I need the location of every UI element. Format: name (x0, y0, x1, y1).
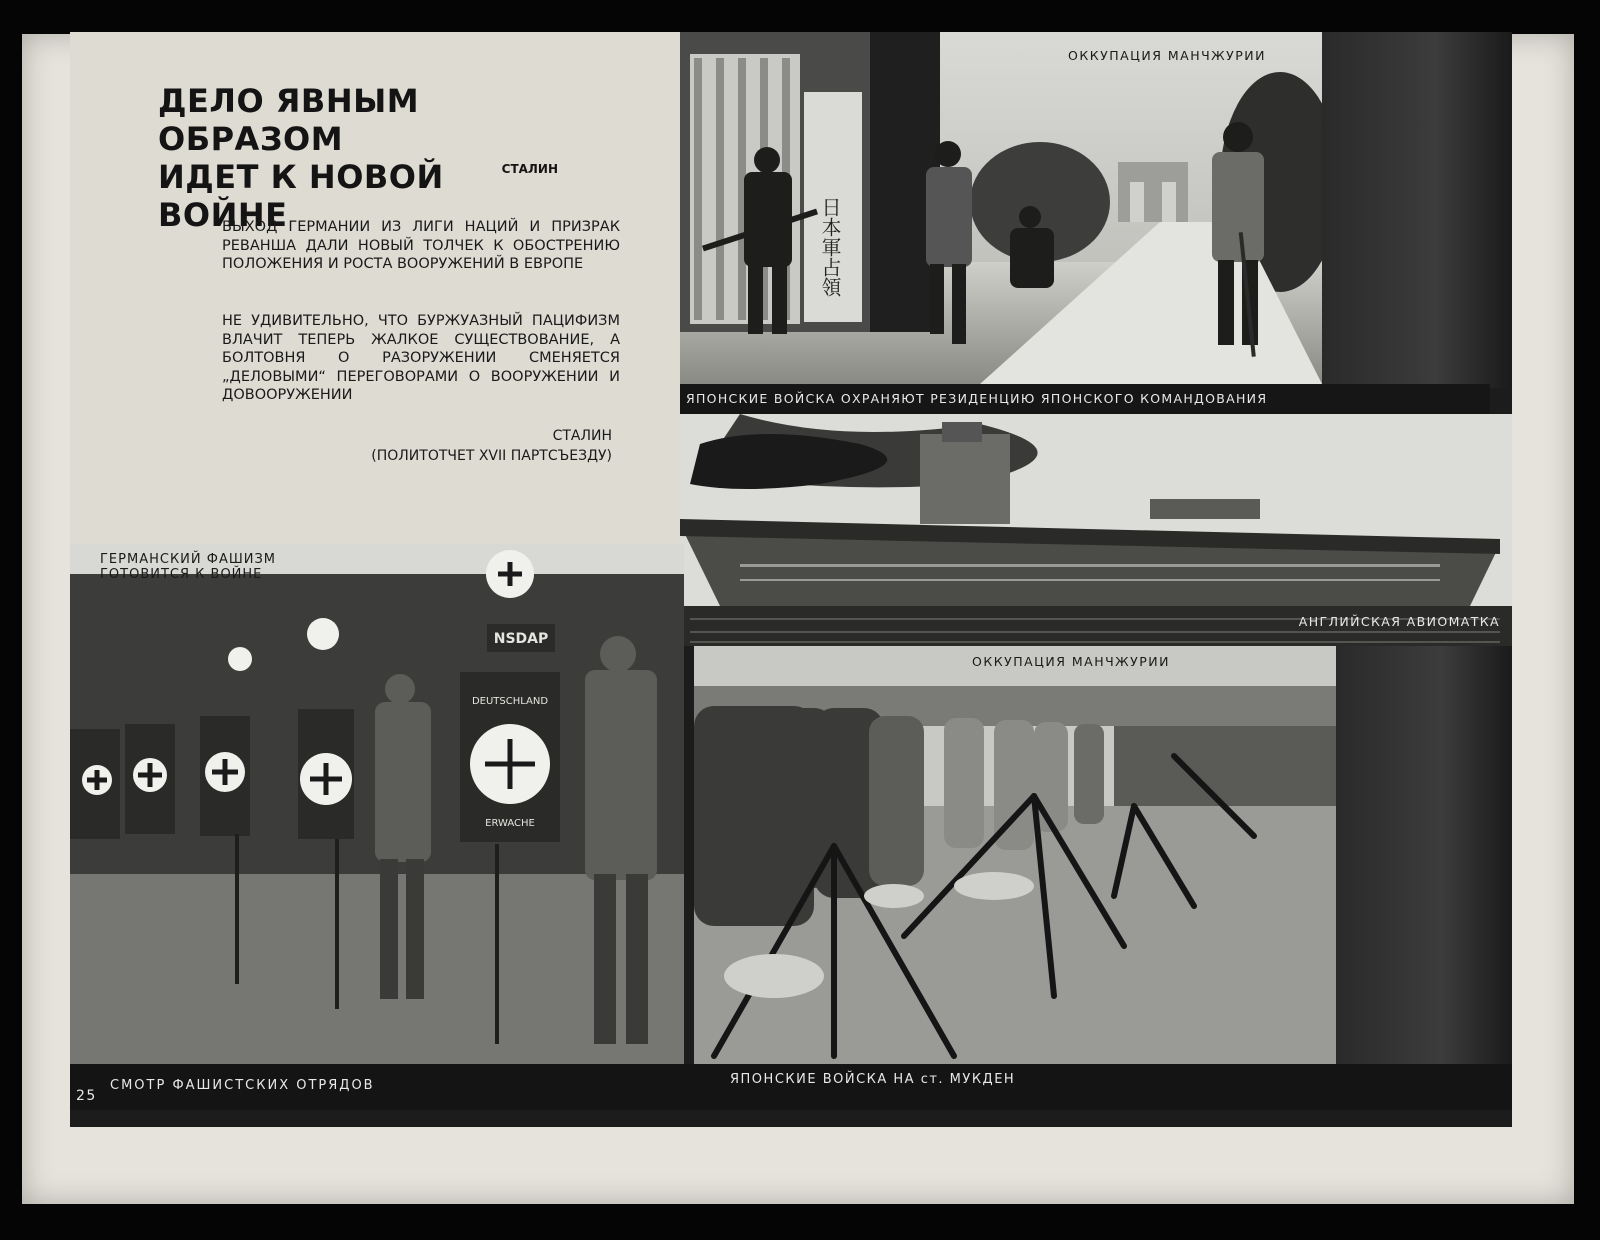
manchuria-top-caption: ЯПОНСКИЕ ВОЙСКА ОХРАНЯЮТ РЕЗИДЕНЦИЮ ЯПОНСКОГО КОМАНДОВАНИЯ (686, 391, 1268, 406)
carrier-photo-image (680, 414, 1512, 646)
fascism-header-line-2: ГОТОВИТСЯ К ВОЙНЕ (100, 567, 263, 582)
headline-signature: СТАЛИН (501, 162, 558, 176)
right-dark-strip-top (1322, 32, 1512, 388)
mukden-photo-image (694, 646, 1336, 1064)
headline-line-1: ДЕЛО ЯВНЫМ ОБРАЗОМ (158, 82, 420, 158)
photo-aircraft-carrier (680, 414, 1512, 646)
photo-fascist-review (70, 544, 684, 1064)
fascism-header (100, 552, 276, 582)
nsdap-banner-text: NSDAP (493, 631, 549, 647)
mukden-header: ОККУПАЦИЯ МАНЧЖУРИИ (972, 654, 1170, 669)
occupation-sign-text: 日本軍占領 (818, 197, 842, 297)
poster-page (70, 32, 1512, 1127)
manchuria-top-caption-bar (680, 384, 1490, 414)
guards-photo-image (680, 32, 1322, 384)
right-dark-strip-bottom (1336, 646, 1512, 1064)
headline-line-2: ИДЕТ К НОВОЙ ВОЙНЕ (158, 158, 444, 234)
mukden-caption: ЯПОНСКИЕ ВОЙСКА НА ст. МУКДЕН (730, 1072, 1016, 1087)
quote-panel (70, 32, 680, 544)
quote-paragraph-1: ВЫХОД ГЕРМАНИИ ИЗ ЛИГИ НАЦИЙ И ПРИЗРАК РЕВАНША ДАЛИ НОВЫЙ ТОЛЧЕК К ОБОСТРЕНИЮ ПОЛОЖЕНИЯ И РОСТА ВООРУЖЕНИЙ В ЕВРОПЕ (222, 219, 620, 272)
quote-attribution (371, 426, 612, 466)
fascism-caption: СМОТР ФАШИСТСКИХ ОТРЯДОВ (110, 1078, 375, 1093)
fascist-photo-image (70, 544, 684, 1064)
photo-mukden-station (694, 646, 1336, 1064)
bottom-caption-bar (70, 1064, 1512, 1110)
quote-author: СТАЛИН (552, 428, 612, 444)
deutschland-banner-text: DEUTSCHLAND (471, 696, 549, 707)
page-number: 25 (76, 1088, 97, 1104)
headline (158, 82, 558, 234)
photo-manchuria-guards (680, 32, 1322, 384)
fascism-header-line-1: ГЕРМАНСКИЙ ФАШИЗМ (100, 552, 277, 567)
carrier-caption: АНГЛИЙСКАЯ АВИОМАТКА (1298, 614, 1500, 629)
quote-paragraph-2: НЕ УДИВИТЕЛЬНО, ЧТО БУРЖУАЗНЫЙ ПАЦИФИЗМ ВЛАЧИТ ТЕПЕРЬ ЖАЛКОЕ СУЩЕСТВОВАНИЕ, А БОЛТОВНЯ О РАЗОРУЖЕНИИ СМЕНЯЕТСЯ „ДЕЛОВЫМИ“ ПЕРЕГОВОРАМИ О ВООРУЖЕНИИ И ДОВООРУЖЕНИИ (222, 313, 620, 403)
manchuria-top-header: ОККУПАЦИЯ МАНЧЖУРИИ (1068, 48, 1266, 63)
quote-source: (ПОЛИТОТЧЕТ XVII ПАРТСЪЕЗДУ) (371, 448, 612, 464)
erwache-banner-text: ERWACHE (485, 818, 535, 829)
